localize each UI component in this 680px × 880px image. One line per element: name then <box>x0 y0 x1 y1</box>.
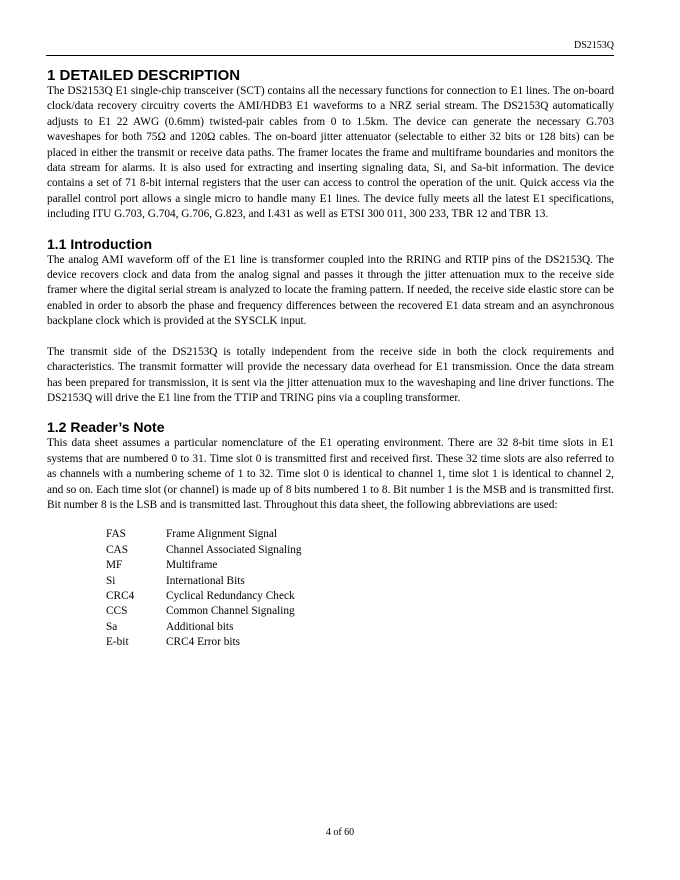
introduction-paragraph-1: The analog AMI waveform off of the E1 line is transformer coupled into the RRING and RTIP pins of the DS2153Q. The device recovers clock and data from the analog signal and passes it through the jitter attenuation mux to the receive side framer where the digital serial stream is analyzed to locate the framing pattern. If needed, the receive side elastic store can be enabled in order to absorb the phase and frequency differences between the recovered E1 data stream and an asynchronous backplane clock which is provided at the SYSCLK input. <box>47 253 614 328</box>
abbreviation-row <box>106 604 614 619</box>
section-heading-readers-note: 1.2 Reader’s Note <box>47 419 165 436</box>
section-heading-introduction: 1.1 Introduction <box>47 235 152 252</box>
header-doc-id: DS2153Q <box>573 40 614 51</box>
abbreviation-term: CRC4 <box>106 589 135 602</box>
abbreviation-meaning: Additional bits <box>166 620 234 633</box>
abbreviation-row <box>106 635 614 650</box>
detailed-description-paragraph: The DS2153Q E1 single-chip transceiver (SCT) contains all the necessary functions for connection to E1 lines. The on-board clock/data recovery circuitry coverts the AMI/HDB3 E1 waveforms to a NRZ serial stream. The DS2153Q automatically adjusts to E1 22 AWG (0.6mm) twisted-pair cables from 0 to 1.5km. The device can generate the necessary G.703 waveshapes for both 75Ω and 120Ω cables. The on-board jitter attenuator (selectable to either 32 bits or 128 bits) can be placed in either the transmit or receive data paths. The framer locates the frame and multiframe boundaries and monitors the data stream for alarms. It is also used for extracting and inserting signaling data, Si, and Sa-bit information. The device contains a set of 71 8-bit internal registers that the user can access to control the operation of the unit. Quick access via the parallel control port allows a single micro to handle many E1 lines. The device fully meets all the latest E1 specifications, including ITU G.703, G.704, G.706, G.823, and I.431 as well as ETSI 300 011, 300 233, TBR 12 and TBR 13. <box>47 85 614 221</box>
abbreviation-row <box>106 543 614 558</box>
abbreviation-row <box>106 620 614 635</box>
abbreviation-term: Si <box>106 574 116 587</box>
section-heading-detailed-description: 1 DETAILED DESCRIPTION <box>47 67 241 84</box>
abbreviation-meaning: Channel Associated Signaling <box>166 543 302 556</box>
abbreviation-meaning: Cyclical Redundancy Check <box>166 589 295 602</box>
abbreviation-term: CCS <box>106 605 128 618</box>
abbreviation-row <box>106 527 614 542</box>
abbreviation-term: MF <box>106 559 123 572</box>
header-rule <box>46 55 614 56</box>
readers-note-paragraph: This data sheet assumes a particular nomenclature of the E1 operating environment. There are 32 8-bit time slots in E1 systems that are numbered 0 to 31. Time slot 0 is transmitted first and received first. These 32 time slots are also referred to as channels with a numbering scheme of 1 to 32. Time slot 0 is identical to channel 1, time slot 1 is identical to channel 2, and so on. Each time slot (or channel) is made up of 8 bits numbered 1 to 8. Bit number 1 is the MSB and is transmitted first. Bit number 8 is the LSB and is transmitted last. Throughout this data sheet, the following abbreviations are used: <box>47 437 614 511</box>
introduction-paragraph-2: The transmit side of the DS2153Q is totally independent from the receive side in both the clock requirements and characteristics. The transmit formatter will provide the necessary data overhead for E1 transmission. Once the data stream has been prepared for transmission, it is sent via the jitter attenuation mux to the waveshaping and line driver functions. The DS2153Q will drive the E1 line from the TTIP and TRING pins via a coupling transformer. <box>47 345 614 404</box>
abbreviation-row <box>106 574 614 589</box>
abbreviation-term: E-bit <box>106 636 129 649</box>
abbreviation-term: Sa <box>106 620 118 633</box>
abbreviation-row <box>106 558 614 573</box>
abbreviation-term: FAS <box>106 528 126 541</box>
abbreviation-meaning: Frame Alignment Signal <box>166 528 278 541</box>
abbreviation-term: CAS <box>106 543 128 556</box>
abbreviation-meaning: CRC4 Error bits <box>166 636 241 649</box>
abbreviation-meaning: Multiframe <box>166 559 218 572</box>
page-content <box>47 62 614 651</box>
abbreviation-meaning: International Bits <box>166 574 245 587</box>
abbreviation-meaning: Common Channel Signaling <box>166 605 295 618</box>
page-number: 4 of 60 <box>325 827 355 838</box>
abbreviation-list <box>106 527 614 650</box>
abbreviation-row <box>106 589 614 604</box>
